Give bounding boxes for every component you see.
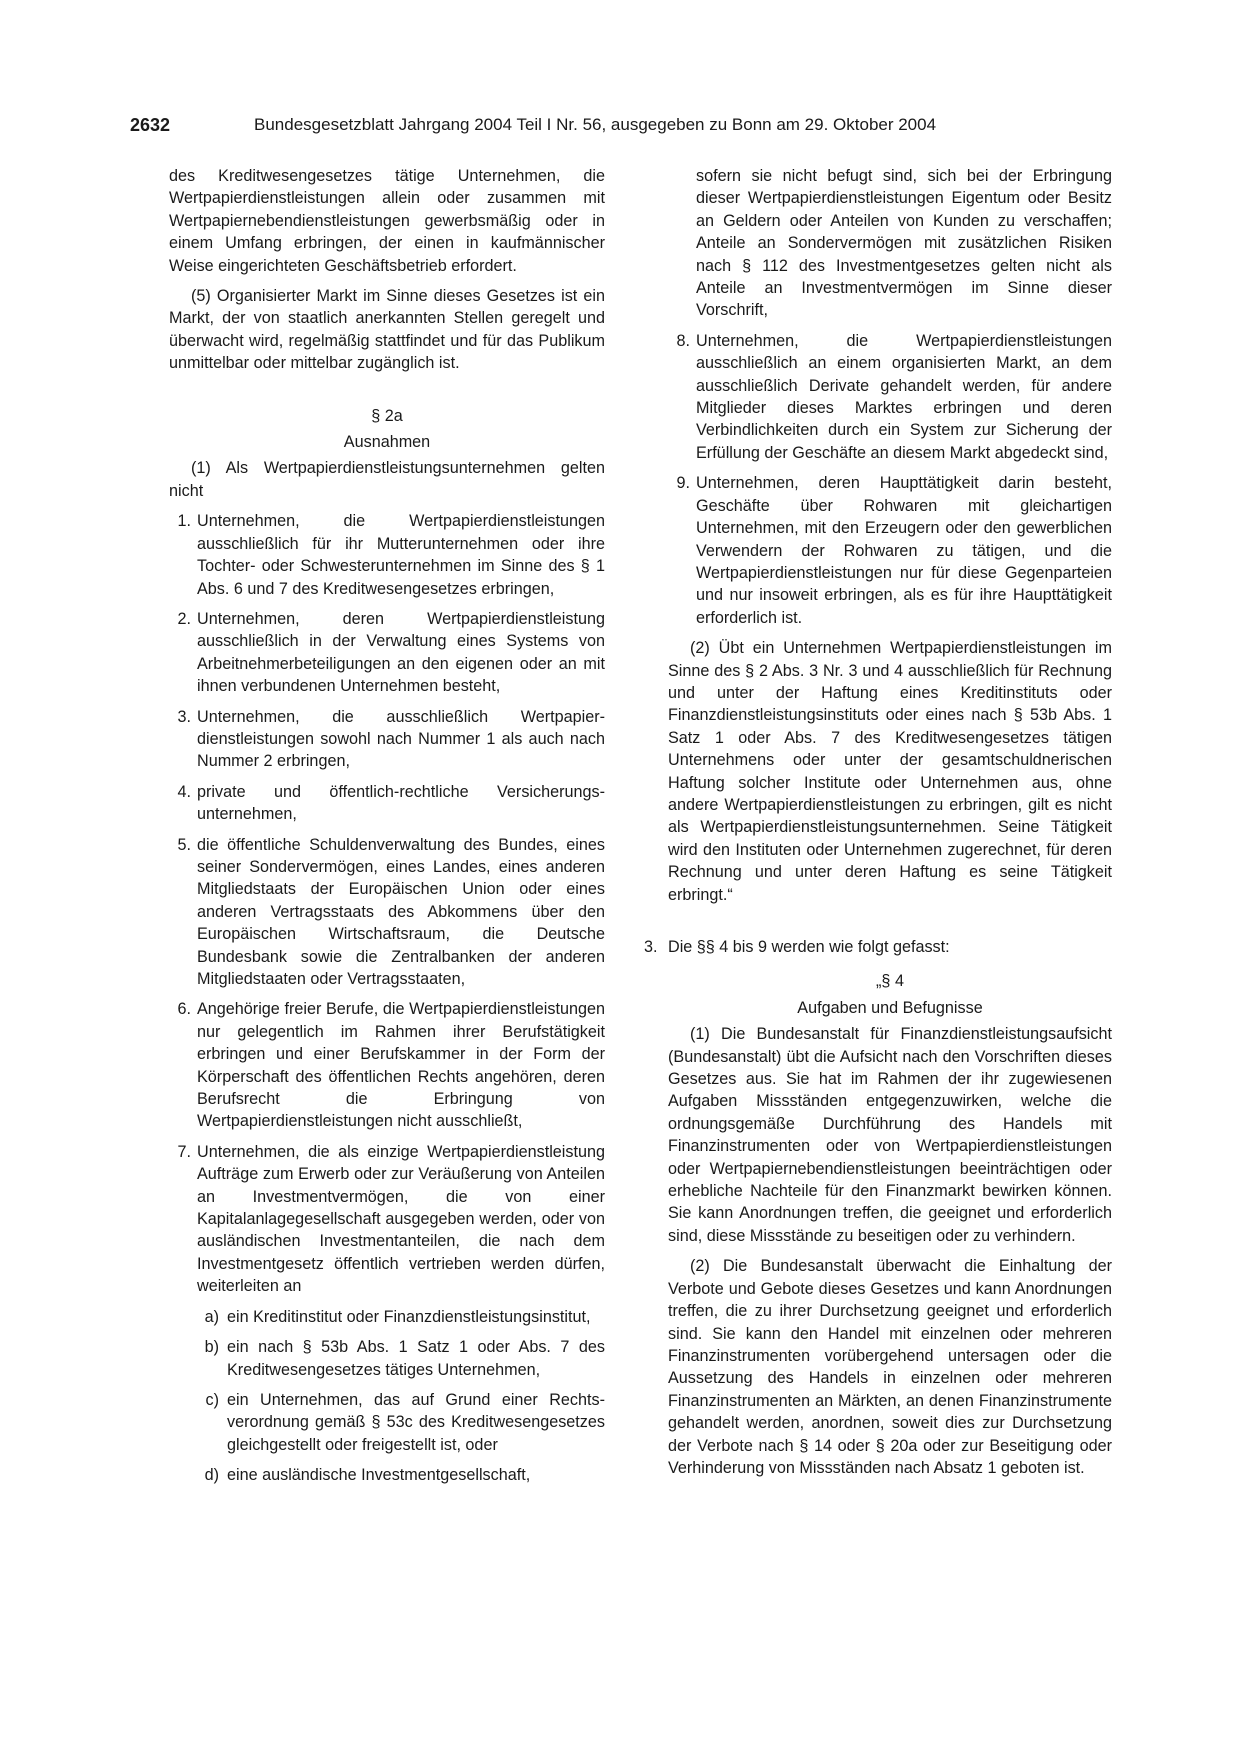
list-item — [169, 608, 605, 698]
amendment-text: Die §§ 4 bis 9 werden wie folgt gefasst: — [668, 938, 950, 956]
list-item — [169, 781, 605, 826]
sub-item-letter: d) — [204, 1466, 219, 1485]
list-item — [666, 330, 1112, 464]
amendment-number: 3. — [644, 938, 658, 956]
sub-item-text: eine ausländische Investmentgesellschaft, — [227, 1466, 531, 1485]
amendment-item — [644, 936, 1112, 958]
list-item — [666, 472, 1112, 629]
paragraph-intro: (1) Als Wertpapierdienstleistungsunternehmen gelten nicht — [169, 459, 605, 500]
section-title: Aufgaben und Befugnisse — [797, 998, 983, 1017]
page-header — [130, 111, 1110, 141]
paragraph-continuation: des Kreditwesengesetzes tätige Unternehmen, die Wertpapierdienstleistungen allein oder zusammen mit Wertpapiernebendienstleistungen gewerbsmäßig oder in einem Umfang erbringen, der einen in kaufmännischer Weise eingerichteten Geschäftsbetrieb erfordert. — [169, 167, 605, 275]
section-number: § 2a — [371, 406, 403, 425]
sub-item-letter: a) — [204, 1307, 219, 1326]
list-item-text: Unternehmen, die ausschließlich Wertpapierdienstleistungen sowohl nach Nummer 1 als auch nach Nummer 2 erbringen, — [197, 707, 605, 771]
list-item — [169, 510, 605, 600]
list-item — [169, 998, 605, 1132]
paragraph-2b: (2) Die Bundesanstalt überwacht die Einhaltung der Verbote und Gebote dieses Gesetzes und kann Anordnungen treffen, die zu ihrer Durchsetzung geeignet und erforderlich sind. Sie kann den Handel mit einzelnen oder mehreren Finanzinstrumenten vorübergehend untersagen oder die Aussetzung des Handels in einzelnen oder mehreren Finanzinstrumenten an Märkten, an denen Finanzinstrumente gehandelt werden, anordnen, soweit dies zur Durchsetzung der Verbote nach § 14 oder § 20a oder zur Beseitigung oder Verhinderung von Missständen nach Absatz 1 geboten ist. — [668, 1257, 1112, 1477]
list-item-number: 2. — [177, 609, 191, 628]
list-item-text: Unternehmen, deren Haupttätigkeit darin besteht, Geschäfte über Rohwaren mit gleichartigen Unternehmen, mit den Erzeugern oder den gewerblichen Verwendern der Rohwaren zu tätigen, und die Wertpapierdienstleistungen nur für diese Gegenparteien und nur insoweit erbringen, als es für ihre Haupttätigkeit erforderlich ist. — [696, 474, 1112, 627]
list-item-number: 7. — [177, 1142, 191, 1161]
page-number: 2632 — [130, 115, 171, 135]
list-item-text: Unternehmen, deren Wertpapierdienstleistung ausschließlich in der Verwaltung eines Systems von Arbeitnehmerbeteiligungen an den eigenen oder an mit ihnen verbundenen Unternehmen besteht, — [197, 609, 605, 696]
list-item-text: Angehörige freier Berufe, die Wertpapierdienstleistungen nur gelegentlich im Rahmen ihrer Berufstätigkeit erbringen und einer Berufskammer in der Form der Körperschaft des öffentlichen Rechts angehören, deren Berufsrecht die Erbringung von Wertpapierdienstleistungen nicht ausschließt, — [197, 1000, 605, 1131]
sub-item — [197, 1336, 605, 1381]
sub-item-letter: c) — [205, 1390, 219, 1409]
list-item-number: 4. — [177, 782, 191, 801]
right-column — [644, 165, 1112, 1487]
list-item-number: 5. — [177, 835, 191, 854]
paragraph-5: (5) Organisierter Markt im Sinne dieses Gesetzes ist ein Markt, der von staatlich anerkannten Stellen geregelt und überwacht wird, regelmäßig stattfindet und für das Publikum unmittelbar oder mittelbar zugänglich ist. — [169, 287, 605, 373]
list-item-text: Unternehmen, die als einzige Wertpapierdienstleistung Aufträge zum Erwerb oder zur Veräußerung von Anteilen an Investmentvermögen, die von einer Kapitalanlagegesellschaft ausgegeben werden, oder von ausländischen Investmentanteilen, die nach dem Investmentgesetz öffentlich vertrieben werden dürfen, weiterleiten an — [197, 1142, 605, 1296]
list-item-number: 6. — [177, 1000, 191, 1019]
list-item — [169, 834, 605, 991]
sub-item-text: ein nach § 53b Abs. 1 Satz 1 oder Abs. 7 des Kreditwesengesetzes tätiges Unternehmen, — [227, 1338, 605, 1379]
list-item — [169, 1141, 605, 1495]
paragraph-2: (2) Übt ein Unternehmen Wertpapierdienstleistungen im Sinne des § 2 Abs. 3 Nr. 3 und 4 ausschließlich für Rechnung und unter der Haftung eines Kreditinstituts oder Finanzdienstleistungsinstituts oder eines nach § 53b Abs. 1 Satz 1 oder Abs. 7 des Kreditwesengesetzes tätigen Unternehmens oder unter der gesamtschuldnerischen Haftung solcher Institute oder Unternehmen aus, ohne andere Wertpapierdienstleistungen zu erbringen, gilt es nicht als Wertpapierdienstleistungsunternehmen. Seine Tätigkeit wird den Instituten oder Unternehmen zugerechnet, für deren Rechnung und unter deren Haftung es seine Tätigkeit erbringt.“ — [668, 639, 1112, 904]
list-item-text: die öffentliche Schuldenverwaltung des Bundes, eines seiner Sondervermögen, eines Landes, eines anderen Mitgliedstaats der Europäischen Union oder eines anderen Vertragsstaats des Abkommens über den Europäischen Wirtschaftsraum, die Deutsche Bundesbank sowie die Zentralbanken der anderen Mitgliedstaaten oder Vertragsstaaten, — [197, 835, 605, 988]
section-title: Ausnahmen — [343, 433, 431, 452]
list-item-text: private und öffentlich-rechtliche Versicherungsunternehmen, — [197, 782, 605, 824]
sub-item-letter: b) — [204, 1338, 219, 1357]
sub-item-text: ein Kreditinstitut oder Finanzdienstleistungsinstitut, — [227, 1307, 591, 1326]
list-item-number: 9. — [676, 474, 690, 493]
paragraph-1: (1) Die Bundesanstalt für Finanzdienstleistungsaufsicht (Bundesanstalt) übt die Aufsicht nach den Vorschriften dieses Gesetzes aus. Sie hat im Rahmen der ihr zugewiesenen Aufgaben Missständen entgegenzuwirken, welche die ordnungsgemäße Durchführung des Handels mit Finanzinstrumenten oder von Wertpapierdienstleistungen oder Wertpapiernebendienstleistungen beeinträchtigen oder erhebliche Nachteile für den Finanzmarkt bewirken können. Sie kann Anordnungen treffen, die geeignet und erforderlich sind, diese Missstände zu beseitigen oder zu verhindern. — [668, 1025, 1112, 1245]
sub-item-text: ein Unternehmen, das auf Grund einer Rechtsverordnung gemäß § 53c des Kreditwesengesetzes gleichgestellt oder freigestellt ist, oder — [227, 1390, 605, 1454]
paragraph-continuation: sofern sie nicht befugt sind, sich bei der Erbringung dieser Wertpapierdienstleistungen Eigentum oder Besitz an Geldern oder Anteilen von Kunden zu verschaffen; Anteile an Sondervermögen mit zusätzlichen Risiken nach § 112 des Investmentgesetzes gelten nicht als Anteile an Investmentvermögen im Sinne dieser Vorschrift, — [696, 167, 1112, 320]
list-item-number: 1. — [177, 512, 191, 531]
sub-item — [197, 1389, 605, 1456]
section-number: „§ 4 — [876, 972, 904, 991]
list-item-number: 8. — [676, 331, 690, 350]
list-item-number: 3. — [177, 707, 191, 726]
left-column — [169, 165, 605, 1503]
list-item — [169, 706, 605, 773]
sub-item — [197, 1306, 605, 1328]
list-item-text: Unternehmen, die Wertpapierdienstleistungen ausschließlich an einem organisierten Markt, an dem ausschließlich Derivate gehandelt werden, für andere Mitglieder dieses Marktes erbringen und deren Verbindlichkeiten durch ein System zur Sicherung der Erfüllung der Geschäfte an diesem Markt abgedeckt sind, — [696, 331, 1112, 462]
sub-item — [197, 1464, 605, 1486]
list-item-text: Unternehmen, die Wertpapierdienstleistungen ausschließlich für ihr Mutterunternehmen oder ihre Tochter- oder Schwesterunternehmen im Sinne des § 1 Abs. 6 und 7 des Kreditwesengesetzes erbringen, — [197, 512, 605, 598]
running-head: Bundesgesetzblatt Jahrgang 2004 Teil I Nr. 56, ausgegeben zu Bonn am 29. Oktober 2004 — [254, 115, 937, 134]
